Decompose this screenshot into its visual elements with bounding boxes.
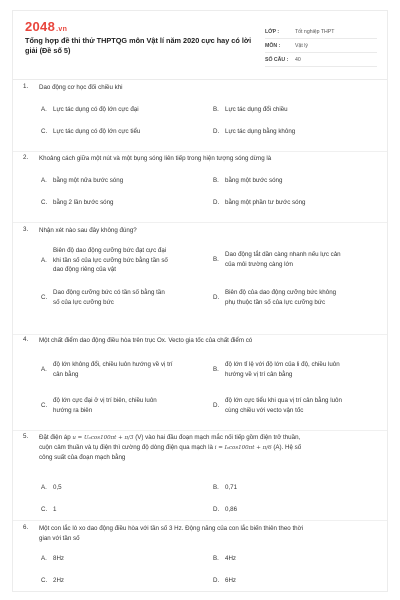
question-text-part: cuộn cảm thuần và tụ điện thì cường độ dòng điện qua mạch là [39, 444, 214, 451]
option-b[interactable] [213, 176, 379, 186]
site-logo[interactable] [25, 19, 67, 34]
question-number: 5. [23, 433, 29, 440]
option-b[interactable] [213, 250, 379, 269]
option-a[interactable] [41, 176, 201, 186]
logo-text: 2048 [25, 19, 56, 34]
option-line: số của lực cưỡng bức [53, 298, 114, 306]
option-letter: D. [213, 577, 220, 585]
option-b[interactable] [213, 360, 379, 379]
option-line: độ lớn cực tiểu khi qua vị trí cân bằng luôn [225, 397, 342, 404]
option-line: hướng về vị trí cân bằng [225, 370, 293, 378]
question-text: Khoảng cách giữa một nút và một bụng sóng liên tiếp trong hiện tượng sóng dừng là [39, 155, 272, 162]
question-text: Dao động cơ học đối chiều khi [39, 84, 123, 91]
option-line: Dao động cưỡng bức có tần số bằng tần [53, 289, 165, 296]
question-divider [13, 430, 387, 431]
option-text [225, 288, 336, 307]
question-text: Nhận xét nào sau đây không đúng? [39, 227, 137, 234]
option-text: bằng một phần tư bước sóng [225, 199, 306, 206]
option-letter: D. [213, 199, 220, 207]
option-line: độ lớn không đổi, chiều luôn hướng về vị trí [53, 361, 173, 368]
option-letter: A. [41, 177, 47, 185]
option-letter: D. [213, 402, 220, 409]
question-divider [13, 222, 387, 223]
meta-value: Tốt nghiệp THPT [295, 28, 335, 35]
option-text [53, 360, 173, 379]
formula-equals: = [77, 435, 83, 441]
option-letter: B. [213, 366, 219, 373]
option-letter: C. [41, 506, 48, 514]
document-meta [265, 25, 377, 67]
option-c[interactable] [41, 396, 201, 415]
formula-equals: = [218, 445, 223, 451]
document-header [25, 19, 377, 73]
meta-row-class [265, 25, 377, 39]
question-1 [23, 83, 379, 149]
question-3 [23, 226, 379, 332]
option-a[interactable] [41, 483, 201, 493]
option-letter: D. [213, 294, 220, 301]
question-4 [23, 336, 379, 428]
question-text: Một chất điểm dao động điều hòa trên trục Ox. Vecto gia tốc của chất điểm có [39, 337, 253, 344]
option-a[interactable] [41, 105, 201, 115]
meta-row-count [265, 53, 377, 67]
option-a[interactable] [41, 360, 201, 379]
option-d[interactable] [213, 288, 379, 307]
question-text-part: (V) vào hai đầu đoạn mạch mắc nối tiếp gồm điện trở thuần, [135, 434, 301, 441]
option-d[interactable] [213, 396, 379, 415]
option-b[interactable] [213, 554, 379, 564]
option-text: bằng một nửa bước sóng [53, 177, 124, 184]
question-line: gian với tần số [39, 535, 80, 542]
option-text [53, 396, 157, 415]
meta-key: LỚP : [265, 28, 280, 35]
option-text: Lực tác dụng bằng không [225, 128, 296, 135]
option-letter: B. [213, 484, 219, 492]
meta-row-subject [265, 39, 377, 53]
option-c[interactable] [41, 288, 201, 307]
meta-value: 40 [295, 56, 301, 63]
option-text [225, 396, 342, 415]
option-line: Biên độ của dao động cưỡng bức không [225, 289, 337, 296]
option-letter: C. [41, 402, 48, 409]
question-divider [13, 520, 387, 521]
question-5 [23, 433, 379, 519]
option-line: phụ thuộc tần số của lực cưỡng bức [225, 298, 326, 306]
option-letter: C. [41, 294, 48, 301]
document-page [12, 10, 388, 592]
option-text [225, 250, 341, 269]
question-number: 6. [23, 524, 29, 531]
option-line: của môi trường càng lớn [225, 260, 293, 268]
question-text-part: công suất của đoạn mạch bằng [39, 454, 126, 461]
option-line: khi tần số của lực cưỡng bức bằng tần số [53, 256, 168, 264]
option-text: 0,71 [225, 484, 238, 491]
option-text: 4Hz [225, 555, 237, 562]
option-text: 8Hz [53, 555, 65, 562]
question-text [39, 524, 377, 544]
option-line: hướng ra biên [53, 406, 93, 414]
option-c[interactable] [41, 127, 201, 137]
option-line: độ lớn tỉ lệ với độ lớn của li độ, chiều luôn [225, 361, 340, 368]
meta-value: Vật lý [295, 42, 308, 49]
option-b[interactable] [213, 483, 379, 493]
option-text: 2Hz [53, 577, 65, 584]
option-letter: A. [41, 106, 47, 114]
option-letter: A. [41, 555, 47, 563]
question-line: Một con lắc lò xo dao động điều hòa với tần số 3 Hz. Động năng của con lắc biến thiên theo thời [39, 525, 304, 532]
option-letter: D. [213, 128, 220, 136]
option-c[interactable] [41, 198, 201, 208]
option-d[interactable] [213, 127, 379, 137]
option-a[interactable] [41, 246, 201, 275]
question-text-part: (A). Hệ số [273, 444, 302, 451]
formula-u-symbol: u [72, 435, 76, 441]
question-number: 1. [23, 83, 29, 90]
document-title: Tổng hợp đề thi thử THPTQG môn Vật lí năm 2020 cực hay có lời giải (Đề số 5) [25, 36, 252, 55]
question-divider [13, 334, 387, 335]
option-line: dao động riêng của vật [53, 266, 116, 273]
option-letter: A. [41, 484, 47, 492]
question-number: 2. [23, 154, 29, 161]
question-number: 3. [23, 226, 29, 233]
option-line: Biên độ dao động cưỡng bức đạt cực đại [53, 247, 167, 254]
option-letter: B. [213, 177, 219, 185]
option-letter: C. [41, 128, 48, 136]
option-text: 0,5 [53, 484, 62, 491]
question-text [39, 433, 377, 463]
option-text: 0,86 [225, 506, 238, 513]
option-letter: B. [213, 106, 219, 114]
question-number: 4. [23, 336, 29, 343]
question-2 [23, 154, 379, 220]
option-b[interactable] [213, 105, 379, 115]
option-text: 1 [53, 506, 57, 513]
option-text: 6Hz [225, 577, 237, 584]
option-line: độ lớn cực đại ở vị trí biên, chiều luôn [53, 397, 157, 404]
meta-key: SỐ CÂU : [265, 56, 289, 63]
option-letter: A. [41, 256, 47, 264]
option-letter: C. [41, 199, 48, 207]
option-line: cùng chiều với vecto vận tốc [225, 406, 304, 414]
header-divider [13, 79, 387, 80]
option-letter: D. [213, 506, 220, 514]
option-letter: B. [213, 555, 219, 563]
option-text: Lực tác dụng có độ lớn cực đại [53, 106, 139, 113]
option-d[interactable] [213, 505, 379, 515]
option-c[interactable] [41, 576, 201, 586]
meta-key: MÔN : [265, 42, 281, 49]
option-c[interactable] [41, 505, 201, 515]
option-text [53, 288, 165, 307]
option-text: bằng một bước sóng [225, 177, 283, 184]
option-a[interactable] [41, 554, 201, 564]
option-letter: B. [213, 256, 219, 263]
formula-i-symbol: i [214, 445, 217, 451]
option-d[interactable] [213, 576, 379, 586]
formula-u-expression: U₀cos100πt + π/3 [84, 435, 134, 441]
option-text: Lực tác dụng có độ lớn cực tiểu [53, 128, 141, 135]
option-text: Lực tác dụng đổi chiều [225, 106, 288, 113]
question-text-part: Đặt điện áp [39, 434, 71, 441]
logo-suffix: .vn [56, 26, 68, 33]
option-text: bằng 2 lần bước sóng [53, 199, 114, 206]
option-d[interactable] [213, 198, 379, 208]
option-text [53, 246, 168, 275]
option-line: cân bằng [53, 370, 79, 378]
option-line: Dao động tắt dần càng nhanh nếu lực cản [225, 251, 341, 258]
option-text [225, 360, 340, 379]
question-divider [13, 151, 387, 152]
question-6 [23, 524, 379, 590]
option-letter: A. [41, 366, 47, 373]
option-letter: C. [41, 577, 48, 585]
formula-i-expression: I₀cos100πt + π/6 [224, 445, 272, 451]
